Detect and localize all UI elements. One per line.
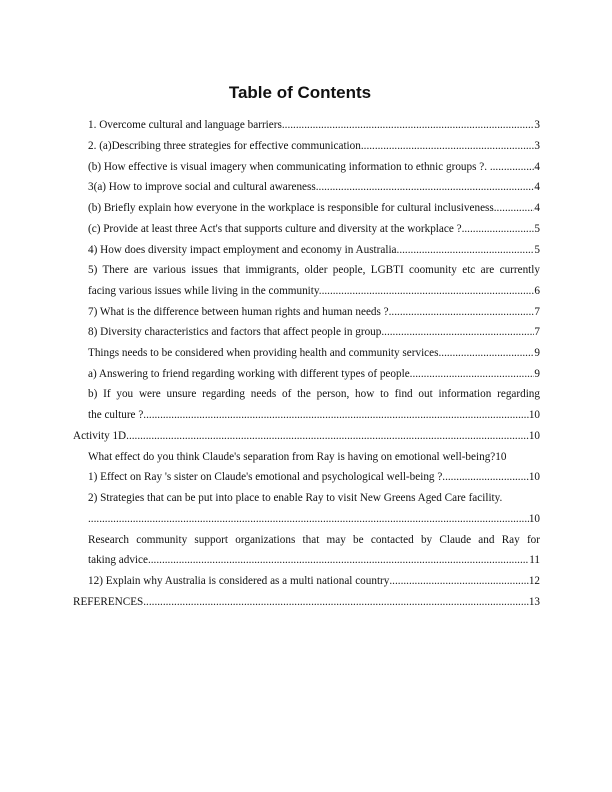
toc-entry-line2[interactable]: taking advice ..... 11 (88, 553, 540, 567)
toc-entry-line2[interactable]: the culture ? ..... 10 (88, 408, 540, 422)
toc-entry[interactable]: 12) Explain why Australia is considered as a multi national country ..... 12 (88, 574, 540, 588)
toc-entry-line1[interactable]: Research community support organizations that may be contacted by Claude and Ray for (88, 534, 540, 546)
toc-entry-line2[interactable]: ..... 10 (88, 512, 540, 526)
toc-entry[interactable]: 3(a) How to improve social and cultural awareness ..... 4 (88, 180, 540, 194)
toc-entry[interactable]: (b) How effective is visual imagery when communicating information to ethnic groups ?. . ..... 4 (88, 160, 540, 174)
toc-entry[interactable]: 2. (a)Describing three strategies for effective communication ..... 3 (88, 139, 540, 153)
toc-entry[interactable]: (c) Provide at least three Act's that supports culture and diversity at the workplace ? ..... 5 (88, 222, 540, 236)
toc-entry[interactable]: (b) Briefly explain how everyone in the workplace is responsible for cultural inclusiveness. ..... 4 (88, 201, 540, 215)
toc-entry[interactable]: 4) How does diversity impact employment and economy in Australia ..... 5 (88, 243, 540, 257)
toc-entry-level1[interactable]: REFERENCES ..... 13 (73, 595, 540, 609)
toc-entry[interactable]: What effect do you think Claude's separation from Ray is having on emotional well-being? 10 (88, 451, 507, 463)
toc-entry[interactable]: 8) Diversity characteristics and factors that affect people in group ..... 7 (88, 325, 540, 339)
toc-entry[interactable]: 1) Effect on Ray 's sister on Claude's emotional and psychological well-being ? ..... 10 (88, 470, 540, 484)
toc-entry-line2[interactable]: facing various issues while living in the community. ..... 6 (88, 284, 540, 298)
toc-entry-level1[interactable]: Activity 1D ..... 10 (73, 429, 540, 443)
toc-entry[interactable]: 7) What is the difference between human rights and human needs ? ..... 7 (88, 305, 540, 319)
toc-entry[interactable]: a) Answering to friend regarding working with different types of people ..... 9 (88, 367, 540, 381)
toc-entry-line1[interactable]: b) If you were unsure regarding needs of the person, how to find out information regarding (88, 388, 540, 400)
toc-entry-line1[interactable]: 5) There are various issues that immigrants, older people, LGBTI coomunity etc are currently (88, 264, 540, 276)
toc-entry-line1[interactable]: 2) Strategies that can be put into place to enable Ray to visit New Greens Aged Care facility. (88, 492, 503, 504)
toc-entry[interactable]: Things needs to be considered when providing health and community services ..... 9 (88, 346, 540, 360)
page-title: Table of Contents (228, 83, 372, 102)
toc-entry[interactable]: 1. Overcome cultural and language barriers ..... 3 (88, 118, 540, 132)
